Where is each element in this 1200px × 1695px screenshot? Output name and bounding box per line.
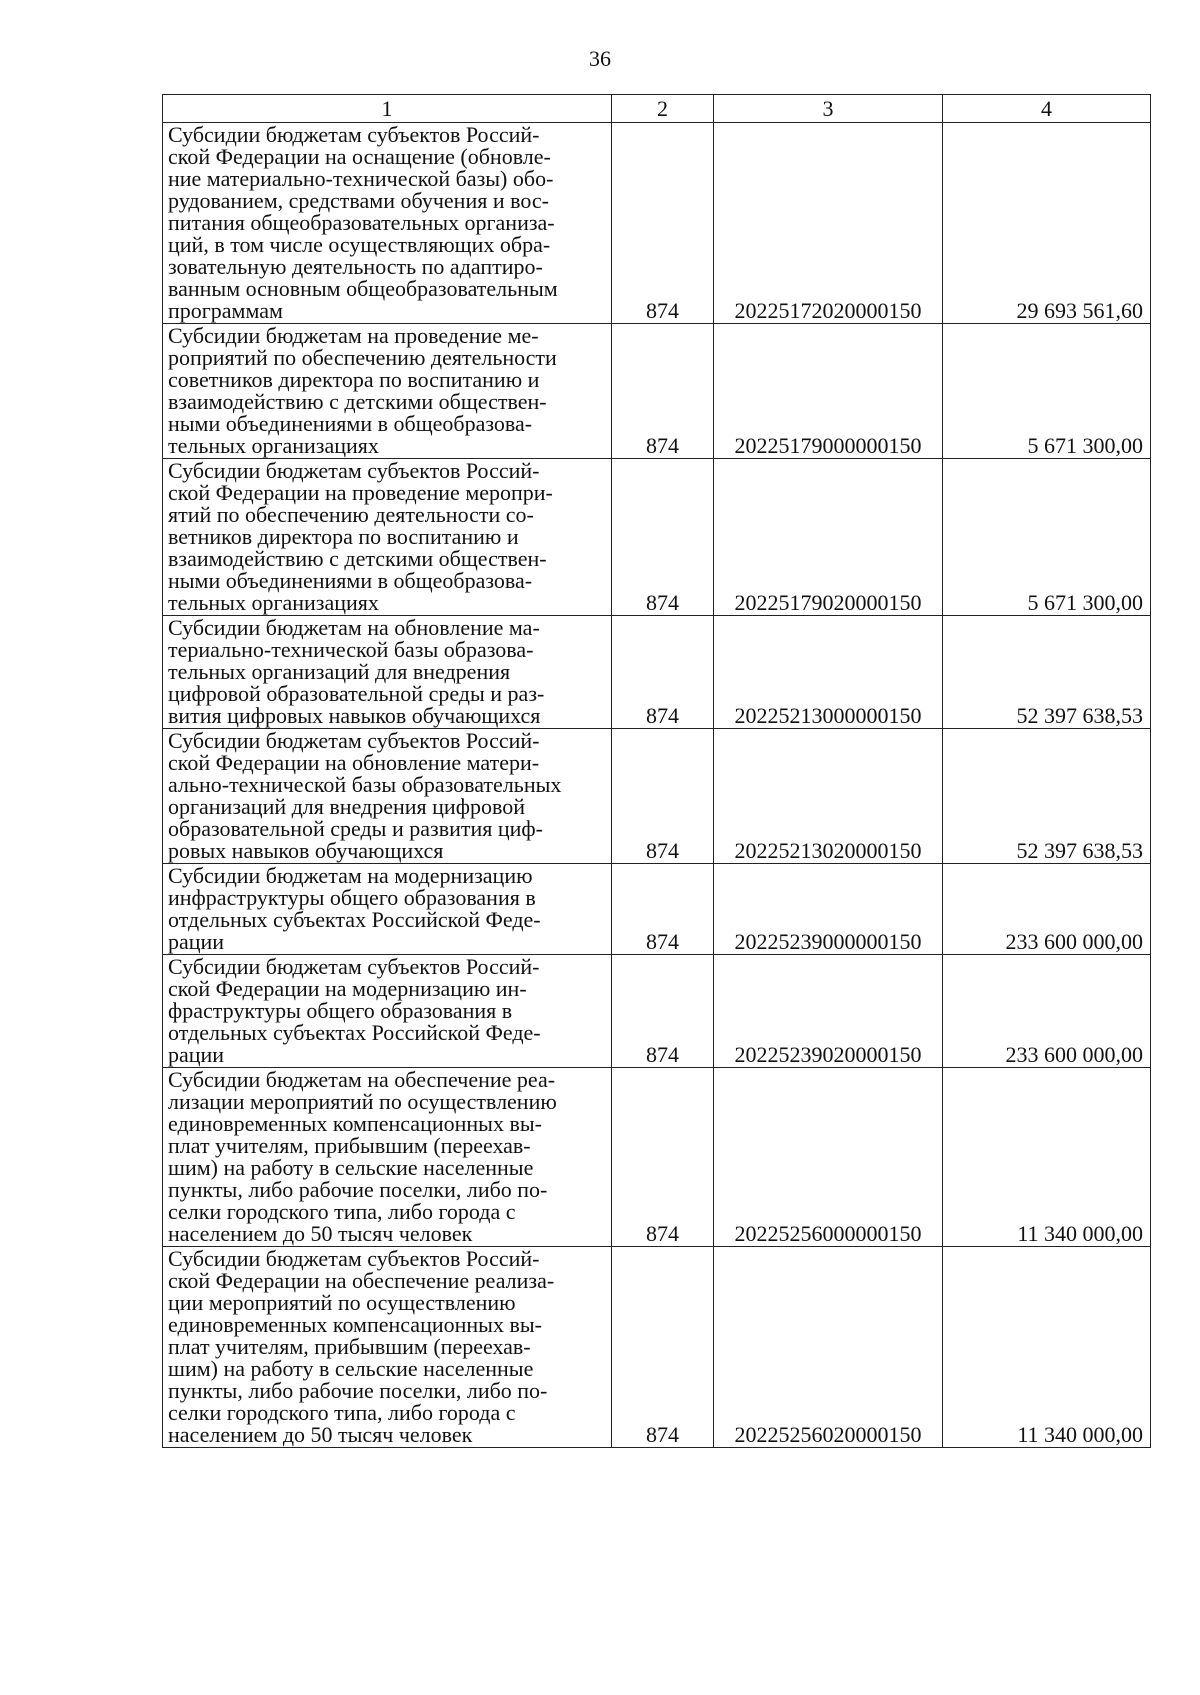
budget-code-cell: 20225213000000150	[714, 616, 943, 729]
subsidy-name-line: отдельных субъектах Российской Феде-	[168, 1020, 541, 1045]
subsidy-name-line: ской Федерации на обеспечение реализа-	[168, 1268, 555, 1293]
subsidy-name-line: пункты, либо рабочие поселки, либо по-	[168, 1177, 548, 1202]
table-row	[163, 324, 1151, 459]
table-row	[163, 616, 1151, 729]
subsidy-name-cell	[163, 324, 612, 459]
subsidy-name-line: рации	[168, 1042, 225, 1067]
subsidy-name-line: населением до 50 тысяч человек	[168, 1221, 473, 1246]
budget-code-cell: 20225213020000150	[714, 729, 943, 864]
header-row	[163, 95, 1151, 123]
subsidy-name-line: взаимодействию с детскими обществен-	[168, 389, 547, 414]
subsidy-name-line: Субсидии бюджетам субъектов Россий-	[168, 954, 540, 979]
budget-code-cell: 20225239000000150	[714, 864, 943, 955]
subsidy-name-line: Субсидии бюджетам на проведение ме-	[168, 323, 539, 348]
budget-table	[162, 94, 1151, 1448]
subsidy-name-line: взаимодействию с детскими обществен-	[168, 546, 547, 571]
table-row	[163, 123, 1151, 324]
subsidy-name-line: ально-технической базы образовательных	[168, 772, 562, 797]
subsidy-name-line: пункты, либо рабочие поселки, либо по-	[168, 1378, 548, 1403]
subsidy-name-line: ции мероприятий по осуществлению	[168, 1290, 516, 1315]
budget-code-cell: 20225179020000150	[714, 459, 943, 616]
subsidy-name-line: шим) на работу в сельские населенные	[168, 1356, 534, 1381]
amount-cell: 52 397 638,53	[943, 616, 1151, 729]
column-header-4: 4	[943, 95, 1151, 123]
subsidy-name-line: ций, в том числе осуществляющих обра-	[168, 232, 551, 257]
subsidy-name-line: ской Федерации на проведение меропри-	[168, 480, 553, 505]
subsidy-name-line: ными объединениями в общеобразова-	[168, 568, 533, 593]
subsidy-name-line: зовательную деятельность по адаптиро-	[168, 254, 543, 279]
subsidy-name-line: Субсидии бюджетам на обеспечение реа-	[168, 1067, 556, 1092]
admin-code-cell: 874	[612, 955, 714, 1068]
subsidy-name-cell	[163, 1068, 612, 1247]
subsidy-name-line: ветников директора по воспитанию и	[168, 524, 519, 549]
subsidy-name-line: населением до 50 тысяч человек	[168, 1422, 473, 1447]
admin-code-cell: 874	[612, 729, 714, 864]
subsidy-name-line: лизации мероприятий по осуществлению	[168, 1089, 557, 1114]
subsidy-name-line: вития цифровых навыков обучающихся	[168, 703, 541, 728]
subsidy-name-line: образовательной среды и развития циф-	[168, 816, 543, 841]
subsidy-name-cell	[163, 864, 612, 955]
amount-cell: 233 600 000,00	[943, 955, 1151, 1068]
subsidy-name-line: Субсидии бюджетам субъектов Россий-	[168, 728, 540, 753]
subsidy-name-cell	[163, 459, 612, 616]
subsidy-name-line: единовременных компенсационных вы-	[168, 1312, 542, 1337]
column-header-2: 2	[612, 95, 714, 123]
budget-code-cell: 20225256000000150	[714, 1068, 943, 1247]
column-header-3: 3	[714, 95, 943, 123]
subsidy-name-line: тельных организациях	[168, 590, 379, 615]
table-body	[163, 123, 1151, 1448]
subsidy-name-line: цифровой образовательной среды и раз-	[168, 681, 545, 706]
budget-code-cell: 20225256020000150	[714, 1247, 943, 1448]
subsidy-name-line: Субсидии бюджетам субъектов Россий-	[168, 1246, 540, 1271]
subsidy-name-line: организаций для внедрения цифровой	[168, 794, 525, 819]
subsidy-name-line: Субсидии бюджетам субъектов Россий-	[168, 122, 540, 147]
subsidy-name-cell	[163, 616, 612, 729]
column-header-1: 1	[163, 95, 612, 123]
admin-code-cell: 874	[612, 459, 714, 616]
budget-code-cell: 20225239020000150	[714, 955, 943, 1068]
subsidy-name-line: Субсидии бюджетам на модернизацию	[168, 863, 533, 888]
subsidy-name-line: Субсидии бюджетам субъектов Россий-	[168, 458, 540, 483]
amount-cell: 11 340 000,00	[943, 1247, 1151, 1448]
table-row	[163, 1247, 1151, 1448]
amount-cell: 11 340 000,00	[943, 1068, 1151, 1247]
subsidy-name-line: ровых навыков обучающихся	[168, 838, 444, 863]
table-row	[163, 864, 1151, 955]
subsidy-name-cell	[163, 1247, 612, 1448]
subsidy-name-line: рудованием, средствами обучения и вос-	[168, 188, 549, 213]
amount-cell: 5 671 300,00	[943, 324, 1151, 459]
subsidy-name-line: ванным основным общеобразовательным	[168, 276, 558, 301]
subsidy-name-line: инфраструктуры общего образования в	[168, 885, 536, 910]
table-row	[163, 729, 1151, 864]
subsidy-name-line: плат учителям, прибывшим (переехав-	[168, 1133, 531, 1158]
budget-code-cell: 20225179000000150	[714, 324, 943, 459]
table-row	[163, 955, 1151, 1068]
subsidy-name-line: советников директора по воспитанию и	[168, 367, 540, 392]
subsidy-name-cell	[163, 123, 612, 324]
subsidy-name-line: тельных организациях	[168, 433, 379, 458]
subsidy-name-line: ятий по обеспечению деятельности со-	[168, 502, 534, 527]
subsidy-name-line: Субсидии бюджетам на обновление ма-	[168, 615, 540, 640]
admin-code-cell: 874	[612, 123, 714, 324]
subsidy-name-line: ными объединениями в общеобразова-	[168, 411, 533, 436]
page-number: 36	[589, 46, 611, 71]
subsidy-name-cell	[163, 955, 612, 1068]
subsidy-name-line: ние материально-технической базы) обо-	[168, 166, 554, 191]
subsidy-name-line: роприятий по обеспечению деятельности	[168, 345, 557, 370]
subsidy-name-line: рации	[168, 929, 225, 954]
table-row	[163, 459, 1151, 616]
subsidy-name-line: ской Федерации на оснащение (обновле-	[168, 144, 551, 169]
admin-code-cell: 874	[612, 864, 714, 955]
subsidy-name-line: единовременных компенсационных вы-	[168, 1111, 542, 1136]
amount-cell: 5 671 300,00	[943, 459, 1151, 616]
subsidy-name-line: питания общеобразовательных организа-	[168, 210, 555, 235]
table-header	[163, 95, 1151, 123]
subsidy-name-cell	[163, 729, 612, 864]
subsidy-name-line: селки городского типа, либо города с	[168, 1199, 516, 1224]
subsidy-name-line: тельных организаций для внедрения	[168, 659, 511, 684]
subsidy-name-line: териально-технической базы образова-	[168, 637, 534, 662]
amount-cell: 29 693 561,60	[943, 123, 1151, 324]
subsidy-name-line: фраструктуры общего образования в	[168, 998, 513, 1023]
amount-cell: 233 600 000,00	[943, 864, 1151, 955]
subsidy-name-line: ской Федерации на модернизацию ин-	[168, 976, 527, 1001]
budget-code-cell: 20225172020000150	[714, 123, 943, 324]
amount-cell: 52 397 638,53	[943, 729, 1151, 864]
admin-code-cell: 874	[612, 324, 714, 459]
subsidy-name-line: программам	[168, 298, 283, 323]
subsidy-name-line: селки городского типа, либо города с	[168, 1400, 516, 1425]
admin-code-cell: 874	[612, 616, 714, 729]
subsidy-name-line: отдельных субъектах Российской Феде-	[168, 907, 541, 932]
subsidy-name-line: ской Федерации на обновление матери-	[168, 750, 540, 775]
admin-code-cell: 874	[612, 1247, 714, 1448]
subsidy-name-line: плат учителям, прибывшим (переехав-	[168, 1334, 531, 1359]
admin-code-cell: 874	[612, 1068, 714, 1247]
table-row	[163, 1068, 1151, 1247]
subsidy-name-line: шим) на работу в сельские населенные	[168, 1155, 534, 1180]
